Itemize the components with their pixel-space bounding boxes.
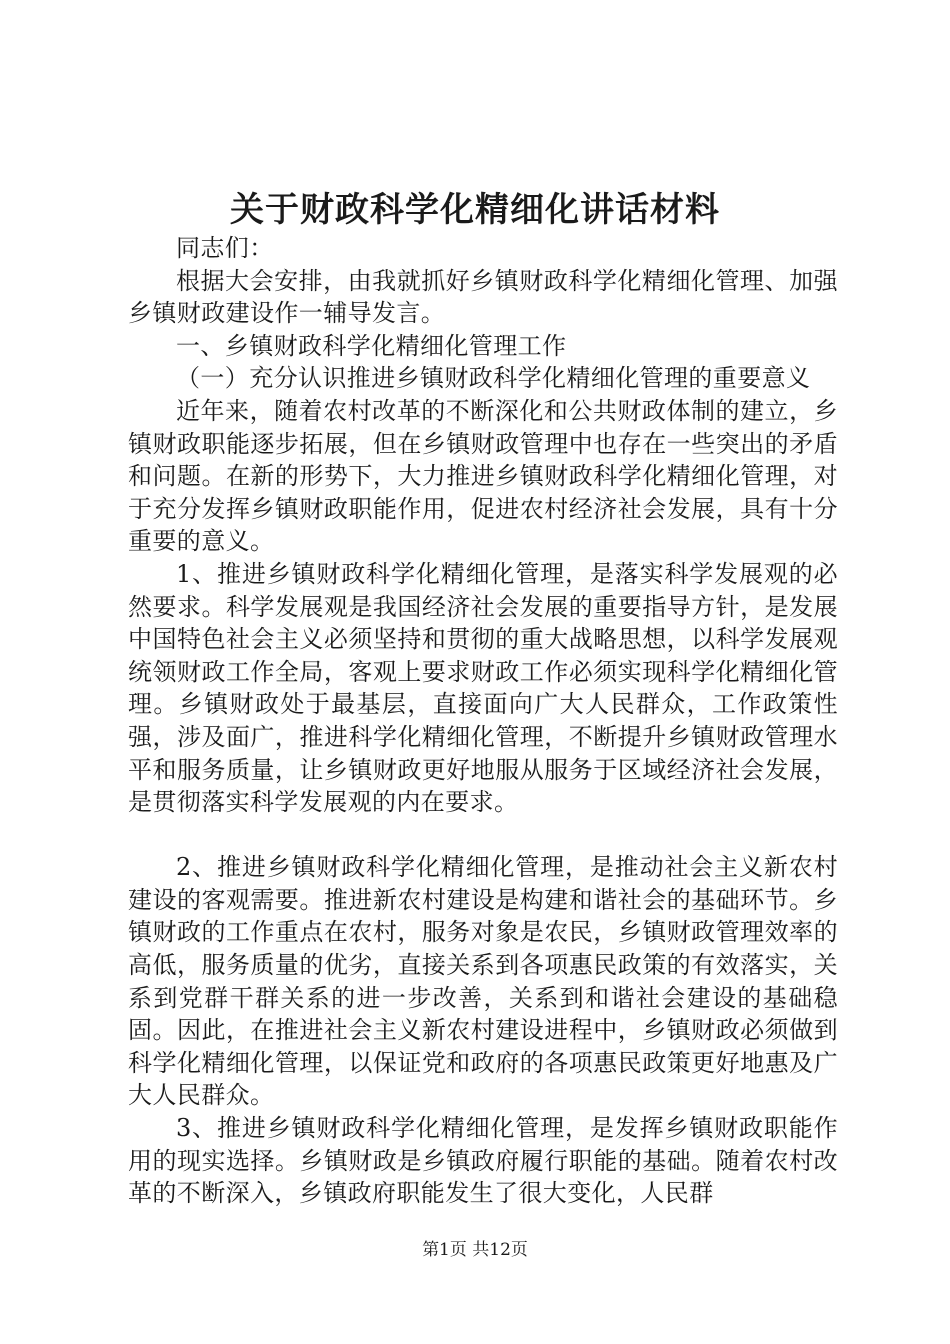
- point-3-paragraph: 3、推进乡镇财政科学化精细化管理，是发挥乡镇财政职能作用的现实选择。乡镇财政是乡镇政府履行职能的基础。随着农村改革的不断深入，乡镇政府职能发生了很大变化，人民群: [128, 1114, 838, 1208]
- point-2-paragraph: 2、推进乡镇财政科学化精细化管理，是推动社会主义新农村建设的客观需要。推进新农村建设是构建和谐社会的基础环节。乡镇财政的工作重点在农村，服务对象是农民，乡镇财政管理效率的高低，服务质量的优劣，直接关系到各项惠民政策的有效落实，关系到党群干群关系的进一步改善，关系到和谐社会建设的基础稳固。因此，在推进社会主义新农村建设进程中，乡镇财政必须做到科学化精细化管理，以保证党和政府的各项惠民政策更好地惠及广大人民群众。: [128, 853, 838, 1110]
- page-number-footer: 第1页 共12页: [422, 1240, 528, 1260]
- body-paragraph: 近年来，随着农村改革的不断深化和公共财政体制的建立，乡镇财政职能逐步拓展，但在乡镇财政管理中也存在一些突出的矛盾和问题。在新的形势下，大力推进乡镇财政科学化精细化管理，对于充分发挥乡镇财政职能作用，促进农村经济社会发展，具有十分重要的意义。: [128, 396, 838, 556]
- intro-paragraph: 根据大会安排，由我就抓好乡镇财政科学化精细化管理、加强乡镇财政建设作一辅导发言。: [128, 266, 838, 328]
- point-1-paragraph: 1、推进乡镇财政科学化精细化管理，是落实科学发展观的必然要求。科学发展观是我国经济社会发展的重要指导方针，是发展中国特色社会主义必须坚持和贯彻的重大战略思想，以科学发展观统领财政工作全局，客观上要求财政工作必须实现科学化精细化管理。乡镇财政处于最基层，直接面向广大人民群众，工作政策性强，涉及面广，推进科学化精细化管理，不断提升乡镇财政管理水平和服务质量，让乡镇财政更好地服从服务于区域经济社会发展，是贯彻落实科学发展观的内在要求。: [128, 559, 838, 817]
- section-heading: 一、乡镇财政科学化精细化管理工作: [176, 331, 567, 360]
- document-body: [128, 232, 838, 1210]
- salutation-paragraph: 同志们：: [176, 234, 274, 262]
- subsection-heading: （一）充分认识推进乡镇财政科学化精细化管理的重要意义: [176, 364, 811, 393]
- document-title: 关于财政科学化精细化讲话材料: [230, 190, 720, 230]
